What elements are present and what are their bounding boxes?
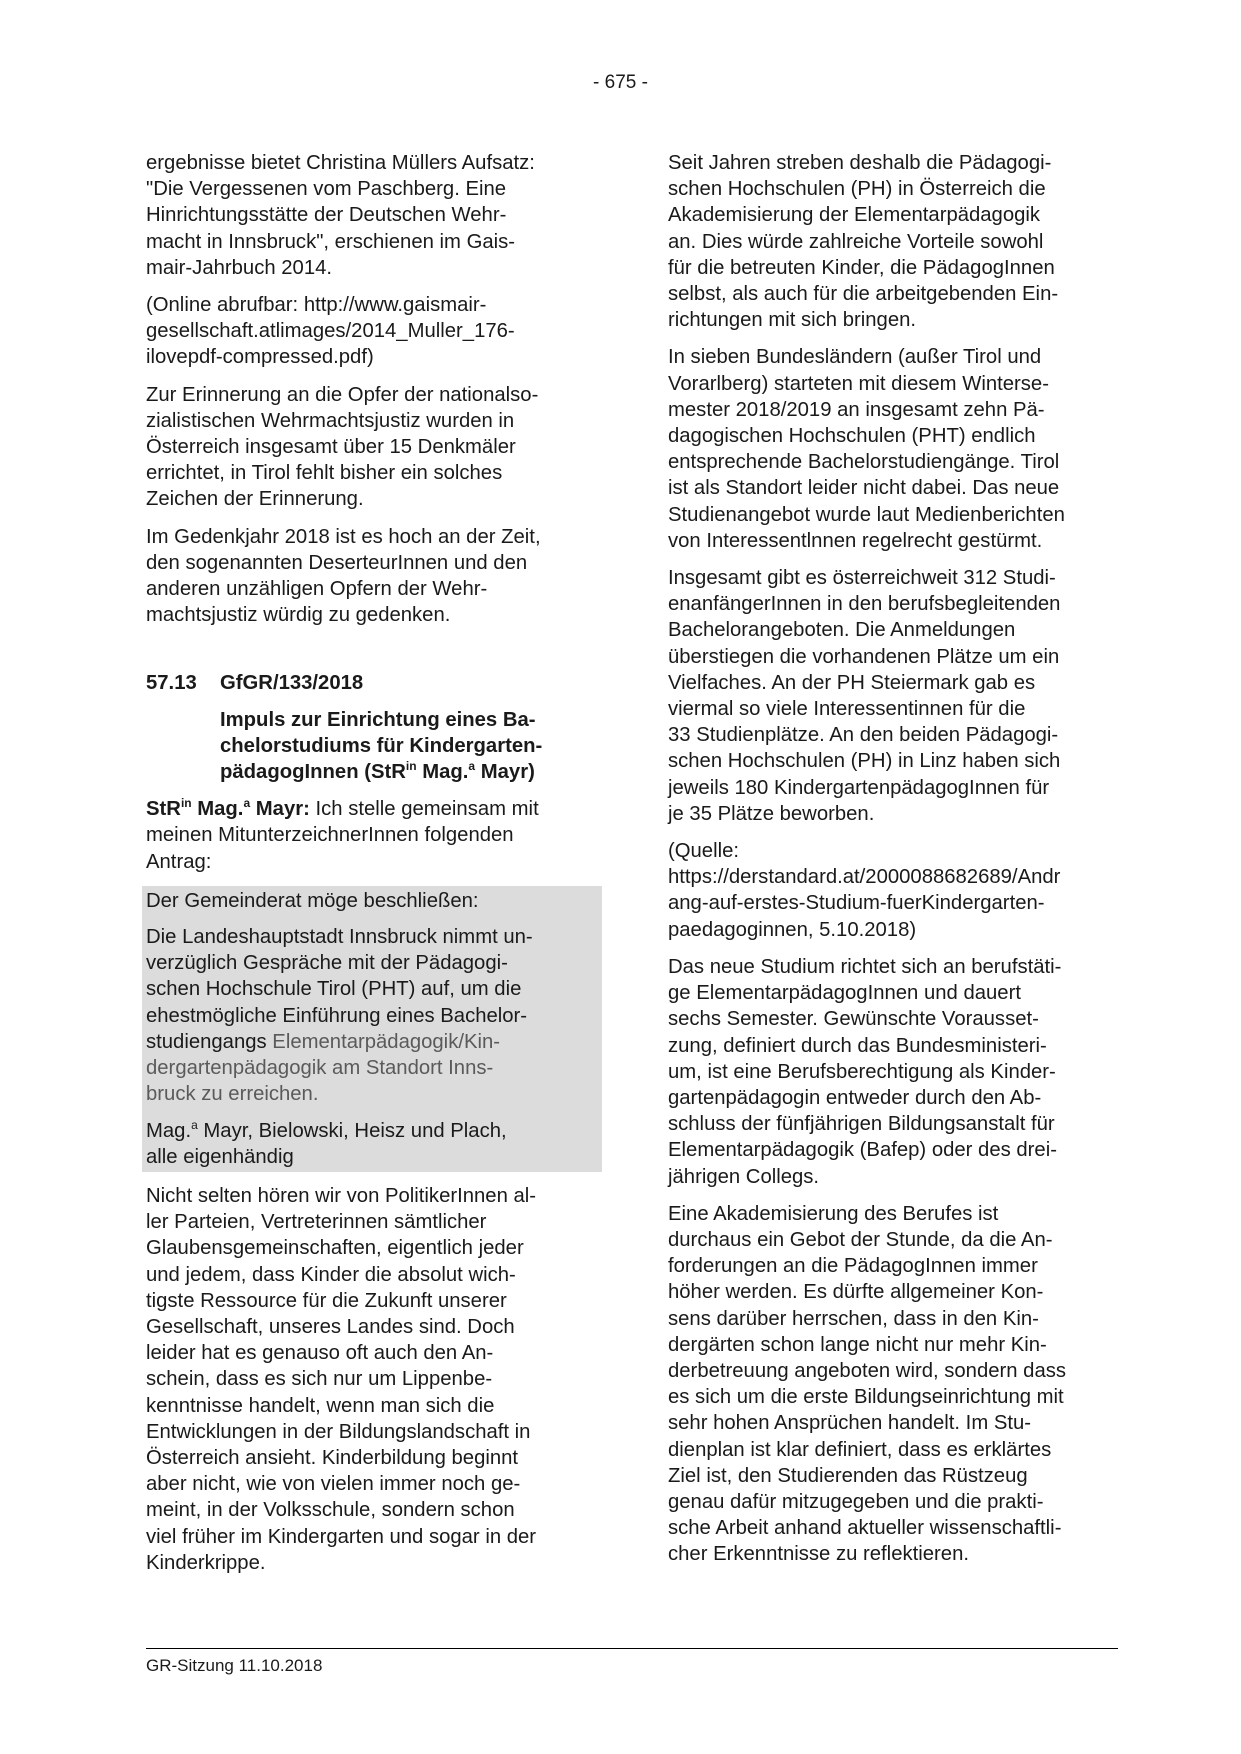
text-line: kenntnisse handelt, wenn man sich die [146,1394,495,1417]
paragraph [668,565,1116,827]
text-line: ehestmögliche Einführung eines Bachelor- [146,1004,528,1027]
superscript: a [191,1117,198,1132]
text-line: Ziel ist, den Studierenden das Rüstzeug [668,1464,1028,1487]
motion-signatories [146,1118,598,1170]
text-line: verzüglich Gespräche mit der Pädagogi- [146,952,508,975]
footer-divider [146,1648,1118,1649]
text-line: entsprechende Bachelorstudiengänge. Tirol [668,451,1060,474]
text-line: schein, dass es sich nur um Lippenbe- [146,1368,493,1391]
text-line: Studienangebot wurde laut Medienberichten [668,503,1065,526]
signatory-text: Mag. [146,1119,192,1142]
text-line: leider hat es genauso oft auch den An- [146,1342,494,1365]
text-line: selbst, als auch für die arbeitgebenden Ein- [668,283,1059,306]
text-line: sechs Semester. Gewünschte Vorausset- [668,1008,1039,1031]
superscript: a [468,759,476,774]
speaker-paragraph [146,796,598,875]
paragraph [668,1201,1116,1568]
text-line: ilovepdf-compressed.pdf) [146,346,374,369]
paragraph [146,292,598,371]
text-line: forderungen an die PädagogInnen immer [668,1255,1038,1278]
text-line: 33 Studienplätze. An den beiden Pädagogi- [668,724,1059,747]
speaker-text: StR [146,798,181,821]
text-line: ang-auf-erstes-Studium-fuerKindergarten- [668,892,1045,915]
text-line: Die Landeshauptstadt Innsbruck nimmt un- [146,926,533,949]
text-line: schen Hochschulen (PH) in Österreich die [668,178,1046,201]
text-line: anderen unzähligen Opfern der Wehr- [146,578,488,601]
text-line: Seit Jahren streben deshalb die Pädagogi- [668,152,1052,174]
left-column [146,150,598,1587]
motion-text [146,926,533,1027]
signatory-text: Mayr, Bielowski, Heisz und Plach, [197,1119,507,1142]
text-line: ler Parteien, Vertreterinnen sämtlicher [146,1211,487,1234]
motion-box [142,886,602,1172]
text-line: jeweils 180 KindergartenpädagogInnen für [668,776,1050,799]
text-line: bruck zu erreichen. [146,1083,319,1106]
text-line: "Die Vergessenen vom Paschberg. Eine [146,178,507,201]
text-line: dergartenpädagogik am Standort Inns- [146,1057,494,1080]
speaker-statement [146,824,514,872]
text-line: Zur Erinnerung an die Opfer der nationalso- [146,383,539,406]
text-line: genau dafür mitzugegeben und die prakti- [668,1490,1044,1513]
text-line: chelorstudiums für Kindergarten- [220,734,543,757]
text-line: Nicht selten hören wir von PolitikerInnen al- [146,1184,537,1207]
title-text: pädagogInnen (StR [220,761,406,784]
text-line: dagogischen Hochschulen (PHT) endlich [668,425,1036,448]
superscript: a [243,796,251,811]
text-line: cher Erkenntnisse zu reflektieren. [668,1543,969,1566]
text-line: den sogenannten DeserteurInnen und den [146,551,528,574]
text-line: viel früher im Kindergarten und sogar in der [146,1525,537,1548]
text-line: Kinderkrippe. [146,1551,266,1574]
text-line: meint, in der Volksschule, sondern schon [146,1499,515,1522]
agenda-item-number: 57.13 [146,672,197,695]
motion-text [146,1031,500,1053]
text-line: mair-Jahrbuch 2014. [146,256,333,279]
text-line: Entwicklungen in der Bildungslandschaft in [146,1420,531,1443]
text-line: In sieben Bundesländern (außer Tirol und [668,346,1042,369]
text-line: dienplan ist klar definiert, dass es erklärtes [668,1438,1052,1461]
text-line: Akademisierung der Elementarpädagogik [668,204,1041,227]
text-line: enanfängerInnen in den berufsbegleitenden [668,593,1061,616]
text-line: gartenpädagogin entweder durch den Ab- [668,1086,1042,1109]
signatory-text: alle eigenhändig [146,1145,294,1168]
text-line: Hinrichtungsstätte der Deutschen Wehr- [146,204,507,227]
text-line: (Online abrufbar: http://www.gaismair- [146,294,487,317]
paragraph [146,382,598,513]
text-line: ge ElementarpädagogInnen und dauert [668,982,1021,1005]
paragraph [668,150,1116,333]
motion-text: Elementarpädagogik/Kin- [272,1030,501,1053]
text-line: und jedem, dass Kinder die absolut wich- [146,1263,516,1286]
agenda-item-heading [146,670,598,696]
text-line: Gesellschaft, unseres Landes sind. Doch [146,1315,515,1338]
text-line: Das neue Studium richtet sich an berufstäti- [668,955,1062,978]
text-line: Zeichen der Erinnerung. [146,488,364,511]
text-line: viermal so viele Interessentinnen für die [668,698,1026,721]
text-line: aber nicht, wie von vielen immer noch ge- [146,1473,521,1496]
text-line: dergärten schon lange nicht nur mehr Kin- [668,1333,1047,1356]
motion-body [146,924,598,1107]
text-line: https://derstandard.at/2000088682689/Andr [668,866,1061,889]
superscript: in [405,759,417,774]
text-line: tigste Ressource für die Zukunft unserer [146,1289,507,1312]
text-line: durchaus ein Gebot der Stunde, da die An- [668,1228,1053,1251]
text-line: sens darüber herrschen, dass in den Kin- [668,1307,1039,1330]
text-line: mester 2018/2019 an insgesamt zehn Pä- [668,398,1045,421]
text-line: Elementarpädagogik (Bafep) oder des drei- [668,1139,1057,1162]
text-line: Österreich ansieht. Kinderbildung beginnt [146,1446,519,1469]
speaker-statement: Ich stelle gemeinsam mit [309,798,539,821]
text-line: Eine Akademisierung des Berufes ist [668,1202,999,1225]
text-line: je 35 Plätze beworben. [668,802,875,825]
paragraph [668,344,1116,554]
text-line: Insgesamt gibt es österreichweit 312 Studi- [668,567,1056,590]
text-line: schen Hochschule Tirol (PHT) auf, um die [146,978,522,1001]
text-line: Vielfaches. An der PH Steiermark gab es [668,671,1036,694]
text-line: Vorarlberg) starteten mit diesem Winterse- [668,372,1049,395]
text-line: ergebnisse bietet Christina Müllers Aufsatz: [146,152,535,174]
text-line: meinen MitunterzeichnerInnen folgenden [146,824,514,847]
text-line: für die betreuten Kinder, die PädagogInnen [668,256,1055,279]
paragraph [146,1183,598,1576]
motion-intro: Der Gemeinderat möge beschließen: [146,889,479,912]
text-line: zung, definiert durch das Bundesministeri- [668,1034,1047,1057]
text-line: Antrag: [146,850,212,873]
text-line: schen Hochschulen (PH) in Linz haben sich [668,750,1061,773]
text-line: macht in Innsbruck", erschienen im Gais- [146,230,516,253]
text-line: Im Gedenkjahr 2018 ist es hoch an der Zeit, [146,525,541,548]
agenda-item-title [220,707,598,786]
text-line: Impuls zur Einrichtung eines Ba- [220,708,536,731]
text-line: überstiegen die vorhandenen Plätze um ein [668,645,1060,668]
agenda-item-code: GfGR/133/2018 [220,672,364,695]
title-text: Mag. [416,761,469,784]
superscript: in [180,796,192,811]
text-line: zialistischen Wehrmachtsjustiz wurden in [146,409,515,432]
text-line: schluss der fünfjährigen Bildungsanstalt für [668,1113,1055,1136]
text-line: sche Arbeit anhand aktueller wissenschaftli- [668,1517,1062,1540]
paragraph [146,150,598,281]
source-citation [668,838,1116,943]
text-line: Glaubensgemeinschaften, eigentlich jeder [146,1237,524,1260]
title-text: Mayr) [475,761,535,784]
speaker-text: Mayr: [250,798,310,821]
text-line: von Interessentlnnen regelrecht gestürmt. [668,529,1043,552]
text-line: paedagoginnen, 5.10.2018) [668,918,917,941]
motion-text: studiengangs [146,1030,273,1053]
text-line: um, ist eine Berufsberechtigung als Kinder- [668,1060,1056,1083]
speaker-name [146,798,310,820]
text-line: jährigen Collegs. [668,1165,820,1188]
footer-text: GR-Sitzung 11.10.2018 [146,1656,323,1675]
text-line: Österreich insgesamt über 15 Denkmäler [146,436,516,459]
text-line: an. Dies würde zahlreiche Vorteile sowohl [668,230,1044,253]
speaker-text: Mag. [191,798,244,821]
text-line: gesellschaft.atlimages/2014_Muller_176- [146,320,515,343]
text-line: es sich um die erste Bildungseinrichtung mit [668,1386,1064,1409]
text-line: derbetreuung angeboten wird, sondern dass [668,1359,1067,1382]
title-lines [220,709,542,757]
text-line: Bachelorangeboten. Die Anmeldungen [668,619,1016,642]
paragraph [146,524,598,629]
text-line: sehr hohen Ansprüchen handelt. Im Stu- [668,1412,1032,1435]
text-line: ist als Standort leider nicht dabei. Das neue [668,477,1060,500]
text-line: richtungen mit sich bringen. [668,309,917,332]
motion-text [146,1057,493,1105]
text-line: machtsjustiz würdig zu gedenken. [146,604,451,627]
paragraph [668,954,1116,1190]
right-column [668,150,1116,1579]
text-line: höher werden. Es dürfte allgemeiner Kon- [668,1281,1044,1304]
text-line: (Quelle: [668,840,740,863]
page-number: - 675 - [593,72,648,93]
text-line: errichtet, in Tirol fehlt bisher ein solches [146,462,503,485]
